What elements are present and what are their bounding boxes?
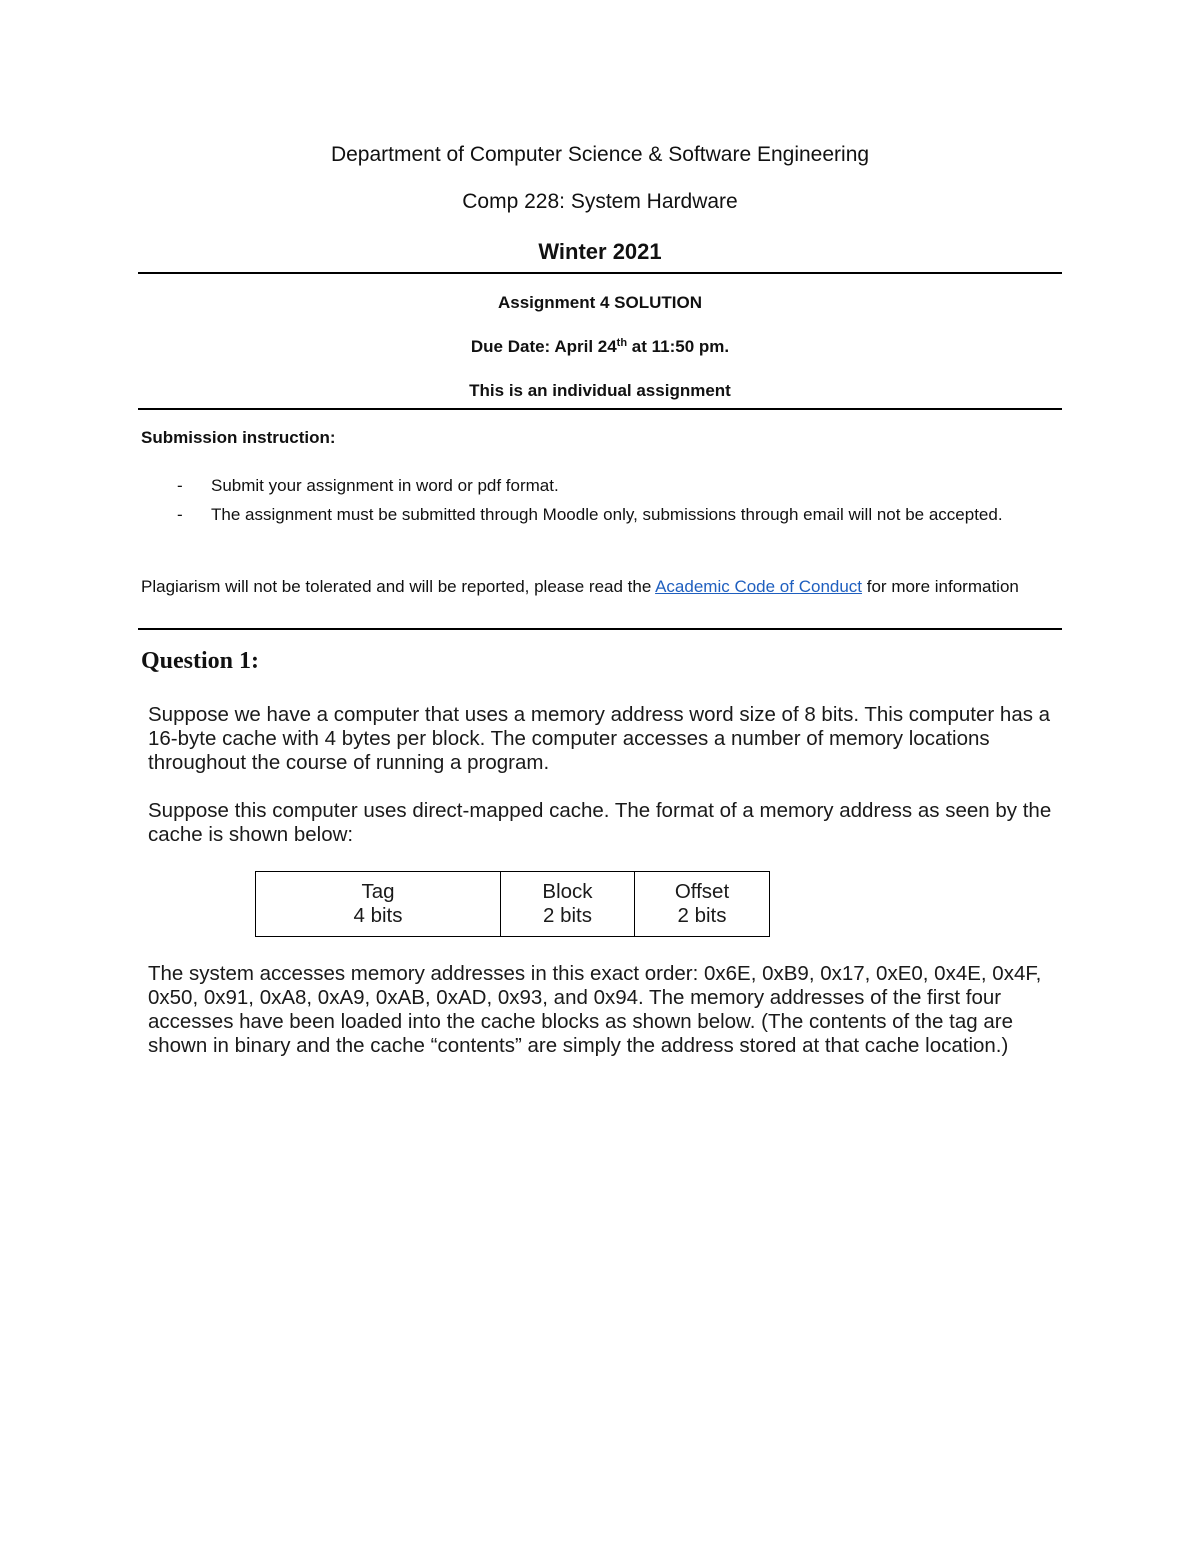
assignment-title: Assignment 4 SOLUTION [497,293,703,312]
field-bits: 2 bits [677,904,727,927]
question-paragraph-1: Suppose we have a computer that uses a memory address word size of 8 bits. This computer has a 16-byte cache with 4 bytes per block. The computer accesses a number of memory locations throughout the course of running a program. [148,703,1051,774]
term-title: Winter 2021 [538,239,662,264]
course-title: Comp 228: System Hardware [462,190,738,213]
individual-note: This is an individual assignment [469,381,731,400]
section-divider [138,628,1062,630]
block-field-cell [501,872,635,937]
due-date-prefix: Due Date: April 24 [470,337,617,356]
table-row [256,872,770,937]
department-title: Department of Computer Science & Software Engineering [330,143,870,166]
field-name: Block [542,880,593,903]
address-format-table [255,871,770,937]
offset-field-cell [635,872,770,937]
plagiarism-text: Plagiarism will not be tolerated and will be reported, please read the [141,577,656,596]
plagiarism-notice [141,572,1056,601]
due-date-ordinal: th [616,337,628,349]
due-date-suffix: at 11:50 pm. [627,337,730,356]
field-bits: 2 bits [543,904,592,927]
due-date [138,337,1062,357]
question-heading: Question 1: [141,648,260,674]
list-item [141,500,1056,529]
field-bits: 4 bits [353,904,403,927]
bullet-text: The assignment must be submitted through Moodle only, submissions through email will not be accepted. [211,505,1003,524]
field-name: Tag [361,880,395,903]
question-paragraph-3: The system accesses memory addresses in this exact order: 0x6E, 0xB9, 0x17, 0xE0, 0x4E, 0x4F, 0x50, 0x91, 0xA8, 0xA9, 0xAB, 0xAD, 0x93, and 0x94. The memory addresses of the first four accesses have been loaded into the cache blocks as shown below. (The contents of the tag are shown in binary and the cache “contents” are simply the address stored at that cache location.) [148,962,1042,1057]
submission-heading: Submission instruction: [141,428,336,447]
question-paragraph-2: Suppose this computer uses direct-mapped cache. The format of a memory address as seen by the cache is shown below: [148,799,1052,846]
plagiarism-text-end: for more information [862,577,1019,596]
tag-field-cell [256,872,501,937]
bullet-text: Submit your assignment in word or pdf format. [211,476,559,495]
list-item [141,471,1056,500]
header-divider-top [138,272,1062,274]
field-name: Offset [674,880,730,903]
submission-list [141,471,1056,529]
bullet-dash: - [177,476,183,495]
header-divider-bottom [138,408,1062,410]
bullet-dash: - [177,505,183,524]
academic-code-link[interactable]: Academic Code of Conduct [655,577,863,596]
